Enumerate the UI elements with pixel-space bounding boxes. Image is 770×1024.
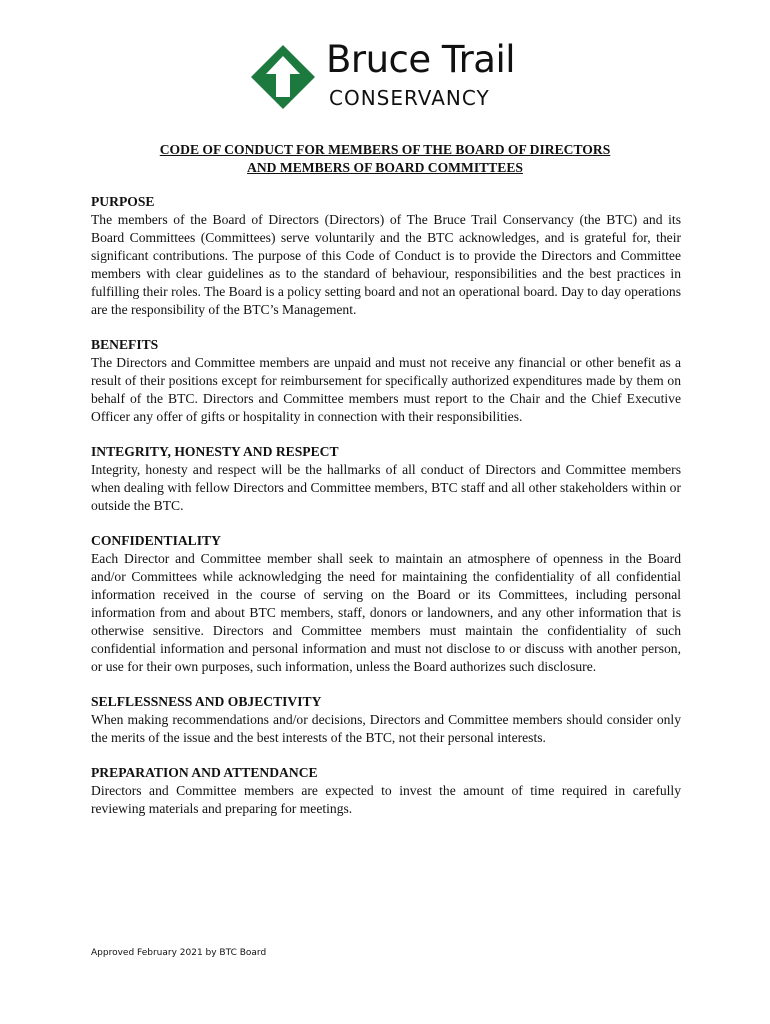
approval-footer: Approved February 2021 by BTC Board — [91, 948, 267, 958]
section-benefits — [91, 336, 681, 426]
section-paragraph: Directors and Committee members are expected to invest the amount of time required in carefully reviewing materials and preparing for meetings. — [91, 783, 681, 816]
section-selflessness-objectivity — [91, 693, 681, 747]
section-preparation-attendance — [91, 764, 681, 818]
section-heading: INTEGRITY, HONESTY AND RESPECT — [91, 444, 339, 459]
section-paragraph: Each Director and Committee member shall seek to maintain an atmosphere of openness in the Board and/or Committees while acknowledging the need for maintaining the confidentiality of all confidential information received in the course of serving on the Board or its Committees, including personal information from and about BTC members, staff, donors or landowners, and any other information that is otherwise sensitive. Directors and Committee members must maintain the confidentiality of such confidential information and personal information and must not disclose to or discuss with another person, or use for their own purposes, such information, unless the Board authorizes such disclosure. — [91, 551, 681, 674]
logo-wordmark-title: Bruce Trail — [326, 38, 516, 81]
section-paragraph: Integrity, honesty and respect will be the hallmarks of all conduct of Directors and Committee members when dealing with fellow Directors and Committee members, BTC staff and all other stakeholders within or outside the BTC. — [91, 462, 681, 513]
section-purpose — [91, 193, 681, 319]
bruce-trail-conservancy-logo — [250, 38, 530, 114]
section-paragraph: The Directors and Committee members are unpaid and must not receive any financial or other benefit as a result of their positions except for reimbursement for specifically authorized expenditures made by them on behalf of the BTC. Directors and Committee members must report to the Chair and the Chief Executive Officer any offer of gifts or hospitality in connection with their responsibilities. — [91, 355, 681, 424]
document-title — [91, 141, 679, 177]
section-heading: BENEFITS — [91, 337, 159, 352]
section-integrity-honesty-respect — [91, 443, 681, 515]
section-heading: CONFIDENTIALITY — [91, 533, 221, 548]
section-paragraph: When making recommendations and/or decisions, Directors and Committee members should consider only the merits of the issue and the best interests of the BTC, not their personal interests. — [91, 712, 681, 745]
section-heading: PREPARATION AND ATTENDANCE — [91, 765, 318, 780]
section-confidentiality — [91, 532, 681, 676]
document-body — [91, 193, 681, 835]
document-title-line-1: CODE OF CONDUCT FOR MEMBERS OF THE BOARD OF DIRECTORS — [159, 142, 611, 157]
trail-arrow-logo-icon — [250, 44, 316, 110]
section-paragraph: The members of the Board of Directors (Directors) of The Bruce Trail Conservancy (the BTC) and its Board Committees (Committees) serve voluntarily and the BTC acknowledges, and is grateful for, their significant contributions. The purpose of this Code of Conduct is to provide the Directors and Committee members with clear guidelines as to the standard of behaviour, responsibilities and the best practices in fulfilling their roles. The Board is a policy setting board and not an operational board. Day to day operations are the responsibility of the BTC’s Management. — [91, 212, 681, 317]
logo-wordmark-subtitle: CONSERVANCY — [329, 86, 490, 110]
section-heading: PURPOSE — [91, 194, 155, 209]
section-heading: SELFLESSNESS AND OBJECTIVITY — [91, 694, 322, 709]
document-title-line-2: AND MEMBERS OF BOARD COMMITTEES — [247, 160, 523, 175]
